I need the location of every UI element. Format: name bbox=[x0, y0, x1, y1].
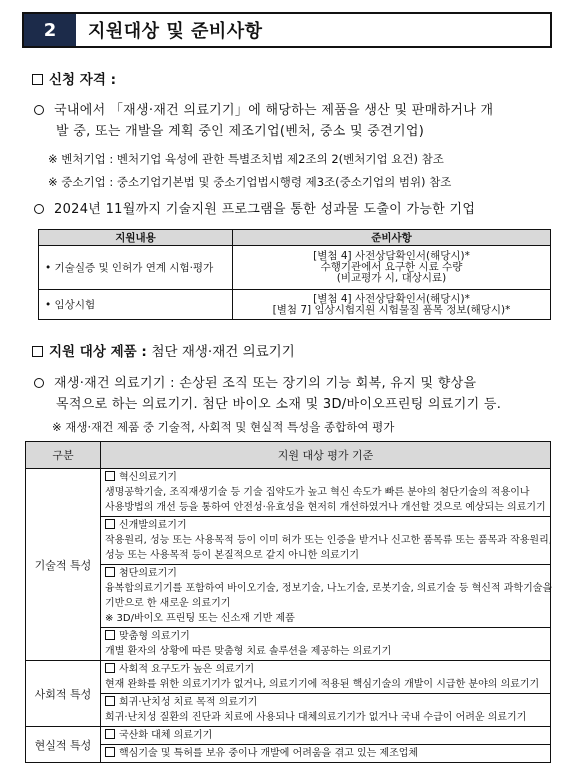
criteria-table-header bbox=[26, 442, 551, 469]
criteria-item: 사회적 요구도가 높은 의료기기 현재 완화를 위한 의료기기가 없거나, 의료기기에 적용된 핵심기술의 개발이 시급한 분야의 의료기기 bbox=[101, 661, 551, 694]
table-row bbox=[26, 628, 551, 661]
checkbox-icon bbox=[105, 729, 115, 739]
eligibility-bullet-1: 국내에서 「재생‧재건 의료기기」에 해당하는 제품을 생산 및 판매하거나 개 bbox=[34, 100, 493, 121]
checkbox-icon bbox=[105, 747, 115, 757]
checkbox-icon bbox=[105, 696, 115, 706]
checkbox-icon bbox=[32, 74, 43, 85]
table-row bbox=[26, 661, 551, 694]
category-social: 사회적 특성 bbox=[26, 661, 101, 727]
support-content: • 임상시험 bbox=[39, 290, 233, 320]
target-heading: 지원 대상 제품 : 첨단 재생‧재건 의료기기 bbox=[32, 340, 295, 360]
checkbox-icon bbox=[105, 567, 115, 577]
circle-bullet-icon bbox=[34, 204, 44, 214]
criteria-item: 핵심기술 및 특허를 보유 중이나 개발에 어려움을 겪고 있는 제조업체 bbox=[101, 745, 551, 763]
eligibility-bullet-2: 2024년 11월까지 기술지원 프로그램을 통한 성과물 도출이 가능한 기업 bbox=[34, 199, 475, 220]
eligibility-note-2: ※ 중소기업 : 중소기업기본법 및 중소기업법시행령 제3조(중소기업의 범위) 참조 bbox=[48, 175, 452, 189]
support-content: • 기술실증 및 인허가 연계 시험‧평가 bbox=[39, 246, 233, 290]
category-technical: 기술적 특성 bbox=[26, 469, 101, 661]
section-header bbox=[22, 12, 552, 48]
eligibility-heading: 신청 자격 : bbox=[32, 68, 116, 88]
table-row bbox=[26, 727, 551, 745]
table-row bbox=[39, 246, 551, 290]
checkbox-icon bbox=[105, 471, 115, 481]
eligibility-note-1: ※ 벤처기업 : 벤처기업 육성에 관한 특별조치법 제2조의 2(벤처기업 요건) 참조 bbox=[48, 152, 444, 166]
checkbox-icon bbox=[105, 663, 115, 673]
criteria-item: 신개발의료기기 작용원리, 성능 또는 사용목적 등이 이미 허가 또는 인증을 받거나 신고한 품목류 또는 품목과 작용원리, 성능 또는 사용목적 등이 본질적으로 같지 아니한 의료기기 bbox=[101, 517, 551, 565]
support-table-header bbox=[39, 230, 551, 246]
criteria-item: 희귀‧난치성 치료 목적 의료기기 희귀‧난치성 질환의 진단과 치료에 사용되나 대체의료기기가 없거나 국내 수급이 어려운 의료기기 bbox=[101, 694, 551, 727]
criteria-item: 첨단의료기기 융복합의료기기를 포함하여 바이오기술, 정보기술, 나노기술, 로봇기술, 의료기술 등 혁신적 과학기술을 기반으로 한 새로운 의료기기 ※ 3D/바이오 프린팅 또는 신소재 기반 제품 bbox=[101, 565, 551, 628]
checkbox-icon bbox=[105, 519, 115, 529]
support-header-prep: 준비사항 bbox=[233, 230, 551, 246]
category-practical: 현실적 특성 bbox=[26, 727, 101, 763]
support-header-content: 지원내용 bbox=[39, 230, 233, 246]
table-row bbox=[39, 290, 551, 320]
target-note: ※ 재생‧재건 제품 중 기술적, 사회적 및 현실적 특성을 종합하여 평가 bbox=[52, 420, 395, 434]
checkbox-icon bbox=[32, 346, 43, 357]
support-table bbox=[38, 229, 551, 320]
table-row bbox=[26, 517, 551, 565]
criteria-header-criteria: 지원 대상 평가 기준 bbox=[101, 442, 551, 469]
target-bullet-cont: 목적으로 하는 의료기기. 첨단 바이오 소재 및 3D/바이오프린팅 의료기기 등. bbox=[56, 397, 502, 412]
section-number: 2 bbox=[24, 14, 76, 46]
section-title: 지원대상 및 준비사항 bbox=[88, 21, 263, 42]
circle-bullet-icon bbox=[34, 378, 44, 388]
table-row bbox=[26, 469, 551, 517]
eligibility-bullet-1-cont: 발 중, 또는 개발을 계획 중인 제조기업(벤처, 중소 및 중견기업) bbox=[56, 124, 425, 139]
criteria-item: 맞춤형 의료기기 개별 환자의 상황에 따른 맞춤형 치료 솔루션을 제공하는 의료기기 bbox=[101, 628, 551, 661]
checkbox-icon bbox=[105, 630, 115, 640]
criteria-item: 혁신의료기기 생명공학기술, 조직재생기술 등 기술 집약도가 높고 혁신 속도가 빠른 분야의 첨단기술의 적용이나 사용방법의 개선 등을 통하여 안전성‧유효성을 현저히 개선하였거나 개선할 것으로 예상되는 의료기기 bbox=[101, 469, 551, 517]
circle-bullet-icon bbox=[34, 105, 44, 115]
support-prep: [별첨 4] 사전상담확인서(해당시)* 수행기관에서 요구한 시료 수량 (비교평가 시, 대상시료) bbox=[233, 246, 551, 290]
support-prep: [별첨 4] 사전상담확인서(해당시)* [별첨 7] 임상시험지원 시험물질 품목 정보(해당시)* bbox=[233, 290, 551, 320]
criteria-table bbox=[25, 441, 551, 763]
table-row bbox=[26, 565, 551, 628]
table-row bbox=[26, 694, 551, 727]
target-bullet: 재생‧재건 의료기기 : 손상된 조직 또는 장기의 기능 회복, 유지 및 향상을 bbox=[34, 373, 476, 394]
table-row bbox=[26, 745, 551, 763]
criteria-header-category: 구분 bbox=[26, 442, 101, 469]
criteria-item: 국산화 대체 의료기기 bbox=[101, 727, 551, 745]
